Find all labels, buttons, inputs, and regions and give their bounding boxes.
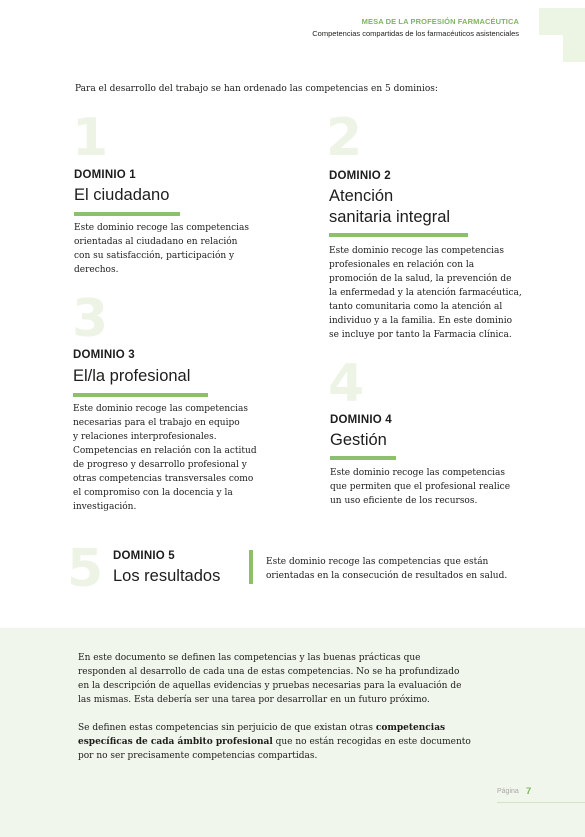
intro-text: Para el desarrollo del trabajo se han ordenado las competencias en 5 dominios: (75, 84, 438, 94)
text-line: Este dominio recoge las competencias (74, 223, 250, 233)
domain-underline (329, 233, 468, 237)
text-line: un uso eficiente de los recursos. (330, 496, 478, 506)
domain-label: DOMINIO 5 (113, 550, 175, 562)
text-line: En este documento se definen las competencias y las buenas prácticas que (78, 653, 421, 663)
text-line (78, 749, 471, 763)
text-line: Este dominio recoge las competencias que están (266, 557, 489, 567)
text-span: por no ser precisamente competencias compartidas. (78, 751, 318, 761)
page-number: 7 (526, 786, 532, 797)
text-span: que no están recogidas en este documento (272, 737, 471, 747)
text-span: Se definen estas competencias sin perjuicio de que existan otras (78, 723, 376, 733)
domain-title (113, 566, 220, 587)
text-line: la enfermedad y la atención farmacéutica, (329, 288, 522, 298)
footer-rule (497, 802, 585, 803)
domain-title-line: El ciudadano (74, 186, 170, 204)
domain-number: 4 (328, 354, 365, 414)
text-line: las mismas. Esta debería ser una tarea por desarrollar en un futuro próximo. (78, 695, 430, 705)
text-line: necesarias para el trabajo en equipo (73, 418, 240, 428)
text-line: tanto comunitaria como la atención al (329, 302, 503, 312)
text-line: orientadas al ciudadano en relación (74, 237, 238, 247)
page-label: Página (497, 788, 519, 795)
text-line: orientadas en la consecución de resultados en salud. (266, 571, 508, 581)
text-line: individuo y a la familia. En este dominio (329, 316, 513, 326)
note-paragraph-2 (78, 721, 471, 763)
text-line: Este dominio recoge las competencias (329, 246, 505, 256)
text-line: investigación. (73, 502, 137, 512)
domain-description (330, 466, 510, 508)
domain-label: DOMINIO 3 (73, 349, 135, 361)
domain-label: DOMINIO 1 (74, 169, 136, 181)
domain-description (329, 244, 522, 342)
text-line: de progreso y desarrollo profesional y (73, 460, 247, 470)
domain-title-line: sanitaria integral (329, 208, 451, 226)
bold-span: específicas de cada ámbito profesional (78, 737, 273, 747)
domain-underline (74, 212, 180, 216)
domain-label: DOMINIO 2 (329, 170, 391, 182)
text-line: profesionales en relación con la (329, 260, 475, 270)
text-line: se incluye por tanto la Farmacia clínica. (329, 330, 512, 340)
text-line: otras competencias transversales como (73, 474, 254, 484)
text-line (78, 735, 471, 749)
text-line: que permiten que el profesional realice (330, 482, 511, 492)
domain-number: 1 (72, 108, 109, 168)
domain-title (330, 430, 387, 451)
text-line: Competencias en relación con la actitud (73, 446, 257, 456)
domain-title (74, 185, 169, 206)
domain-title (73, 366, 190, 387)
domain-title-line: Gestión (330, 431, 387, 449)
text-line: Este dominio recoge las competencias (330, 468, 506, 478)
text-line: el compromiso con la docencia y la (73, 488, 233, 498)
domain-description (73, 402, 257, 514)
text-line: con su satisfacción, participación y (74, 251, 235, 261)
domain-number: 5 (67, 539, 104, 599)
domain-title (329, 186, 450, 228)
text-line: promoción de la salud, la prevención de (329, 274, 512, 284)
domain-number: 3 (72, 289, 109, 349)
domain-underline (330, 456, 396, 460)
domain-title-line: El/la profesional (73, 367, 191, 385)
header-title: MESA DE LA PROFESIÓN FARMACÉUTICA (361, 17, 519, 26)
domain-description (266, 555, 507, 583)
text-line: responden al desarrollo de cada una de estas competencias. No se ha profundizado (78, 667, 460, 677)
domain-description (74, 221, 249, 277)
header-decoration-block (539, 8, 585, 35)
header-subtitle: Competencias compartidas de los farmacéuticos asistenciales (312, 29, 519, 38)
domain-title-line: Atención (329, 187, 394, 205)
text-line: y relaciones interprofesionales. (73, 432, 217, 442)
text-line: en la descripción de aquellas evidencias y pruebas necesarias para la evaluación de (78, 681, 462, 691)
domain-underline (73, 393, 208, 397)
domain-vertical-bar (249, 550, 253, 584)
text-line: Este dominio recoge las competencias (73, 404, 249, 414)
domain-label: DOMINIO 4 (330, 414, 392, 426)
header-decoration-block-small (563, 35, 585, 62)
text-line: derechos. (74, 265, 119, 275)
domain-title-line: Los resultados (113, 567, 221, 585)
text-line (78, 721, 471, 735)
note-paragraph-1 (78, 651, 461, 707)
bold-span: competencias (375, 723, 446, 733)
domain-number: 2 (326, 108, 363, 168)
